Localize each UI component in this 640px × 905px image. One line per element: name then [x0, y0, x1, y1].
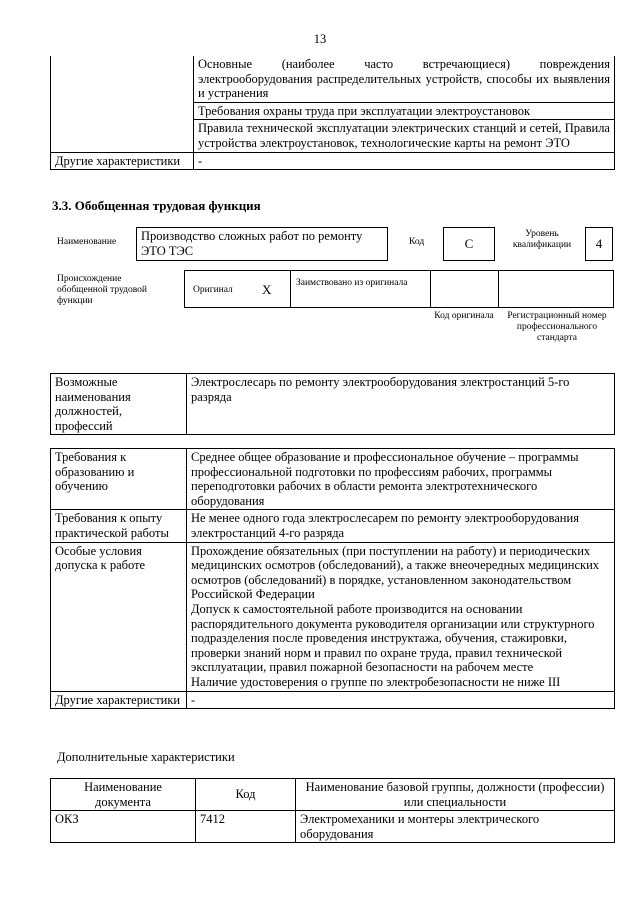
admission-value: [187, 542, 615, 691]
section-title: 3.3. Обобщенная трудовая функция: [52, 198, 261, 213]
origin-label: Происхождение обобщенной трудовой функции: [57, 274, 147, 306]
level-label: Уровень квалификации: [512, 229, 572, 250]
admission-line: Наличие удостоверения о группе по электробезопасности не ниже III: [191, 674, 561, 689]
additional-title: Дополнительные характеристики: [57, 750, 235, 764]
admission-line: Допуск к самостоятельной работе производится на основании распорядительного документа руководителя организации или структурного подразделения после проведения инструктажа, обучения, стажировки, проверки знаний норм и правил по охране труда, правил технической эксплуатации, правил пожарной безопасности на рабочем месте: [191, 601, 595, 675]
additional-cell: Электромеханики и монтеры электрического оборудования: [296, 811, 615, 843]
function-name-box: [136, 227, 388, 261]
origin-divider-3: [498, 270, 499, 308]
positions-table: [50, 373, 615, 435]
experience-value: Не менее одного года электрослесарем по ремонту электрооборудования электростанций 4-го разряда: [187, 510, 615, 542]
function-name-label: Наименование: [57, 237, 117, 247]
code-original-label: Код оригинала: [434, 311, 494, 321]
experience-label: Требования к опыту практической работы: [51, 510, 187, 542]
knowledge-item: Правила технической эксплуатации электрических станций и сетей, Правила устройства электроустановок, технологические карты на ремонт ЭТО: [194, 120, 615, 152]
level-box: [585, 227, 613, 261]
origin-divider-2: [430, 270, 431, 308]
knowledge-item: Требования охраны труда при эксплуатации электроустановок: [194, 102, 615, 120]
function-name-value: Производство сложных работ по ремонту ЭТО ТЭС: [141, 229, 363, 258]
original-mark: X: [262, 282, 272, 297]
admission-line: Прохождение обязательных (при поступлении на работу) и периодических медицинских осмотров (обследований), а также внеочередных медицинских осмотров (обследований) в порядке, установленном законодательством Российской Федерации: [191, 543, 600, 602]
admission-label: Особые условия допуска к работе: [51, 542, 187, 691]
origin-divider-1: [290, 270, 291, 308]
reg-number-label: Регистрационный номер профессионального стандарта: [507, 311, 607, 343]
req-other-value: -: [187, 691, 615, 709]
level-value: 4: [595, 236, 603, 251]
additional-header: Код: [196, 779, 296, 811]
requirements-table: [50, 448, 615, 709]
additional-cell: ОКЗ: [51, 811, 196, 843]
page-number: 13: [313, 32, 327, 46]
positions-label: Возможные наименования должностей, профессий: [51, 374, 187, 435]
code-label: Код: [409, 237, 425, 247]
education-value: Среднее общее образование и профессиональное обучение – программы профессиональной подготовки по профессиям рабочих, программы переподготовки рабочих в области ремонта электротехнического оборудования: [187, 449, 615, 510]
borrowed-label: Заимствовано из оригинала: [296, 278, 408, 288]
positions-value: Электрослесарь по ремонту электрооборудования электростанций 5-го разряда: [187, 374, 615, 435]
knowledge-table: [50, 56, 615, 170]
additional-cell: 7412: [196, 811, 296, 843]
additional-header: Наименование базовой группы, должности (профессии) или специальности: [296, 779, 615, 811]
other-characteristics-value: -: [194, 152, 615, 170]
origin-box: [184, 270, 614, 308]
code-value: C: [464, 236, 474, 251]
additional-table: [50, 778, 615, 843]
table-row: [51, 811, 615, 843]
code-box: [443, 227, 495, 261]
knowledge-label-cell: [51, 56, 194, 152]
education-label: Требования к образованию и обучению: [51, 449, 187, 510]
knowledge-item: Основные (наиболее часто встречающиеся) повреждения электрооборудования распределительных устройств, способы их выявления и устранения: [194, 56, 615, 102]
additional-header: Наименование документа: [51, 779, 196, 811]
other-characteristics-label: Другие характеристики: [51, 152, 194, 170]
req-other-label: Другие характеристики: [51, 691, 187, 709]
original-label: Оригинал: [193, 285, 233, 295]
